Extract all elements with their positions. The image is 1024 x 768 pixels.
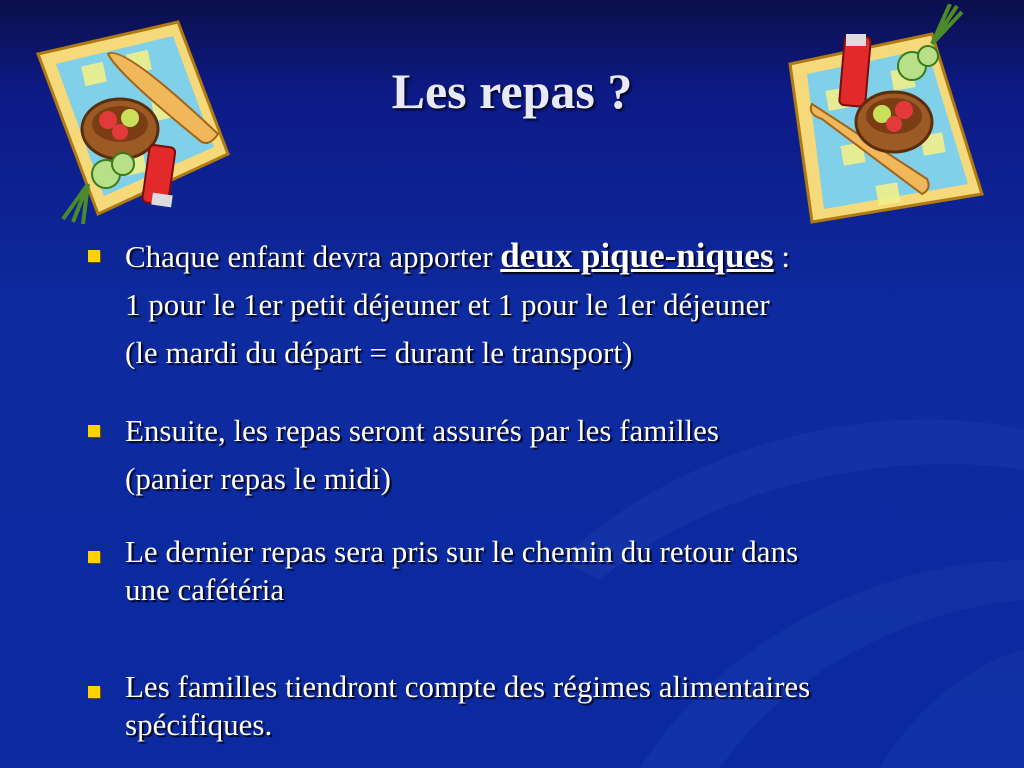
bullet-square-icon bbox=[88, 686, 100, 698]
bullet-square-icon bbox=[88, 425, 100, 437]
bullet-line: (le mardi du départ = durant le transport) bbox=[125, 335, 633, 370]
bullet-line: Ensuite, les repas seront assurés par les familles bbox=[125, 413, 719, 448]
bullet-line: (panier repas le midi) bbox=[125, 461, 391, 496]
page-title: Les repas ? bbox=[391, 63, 633, 119]
bullet-line: Chaque enfant devra apporter deux pique-niques : bbox=[125, 236, 790, 275]
bullet-line: 1 pour le 1er petit déjeuner et 1 pour le 1er déjeuner bbox=[125, 287, 770, 322]
bullet-line: spécifiques. bbox=[125, 707, 273, 742]
emphasis-text: deux pique-niques bbox=[500, 236, 774, 275]
bullet-line: une cafétéria bbox=[125, 572, 285, 607]
bullet-square-icon bbox=[88, 250, 100, 262]
bullet-line: Le dernier repas sera pris sur le chemin du retour dans bbox=[125, 534, 799, 569]
bullet-line: Les familles tiendront compte des régimes alimentaires bbox=[125, 669, 811, 704]
bullet-square-icon bbox=[88, 551, 100, 563]
